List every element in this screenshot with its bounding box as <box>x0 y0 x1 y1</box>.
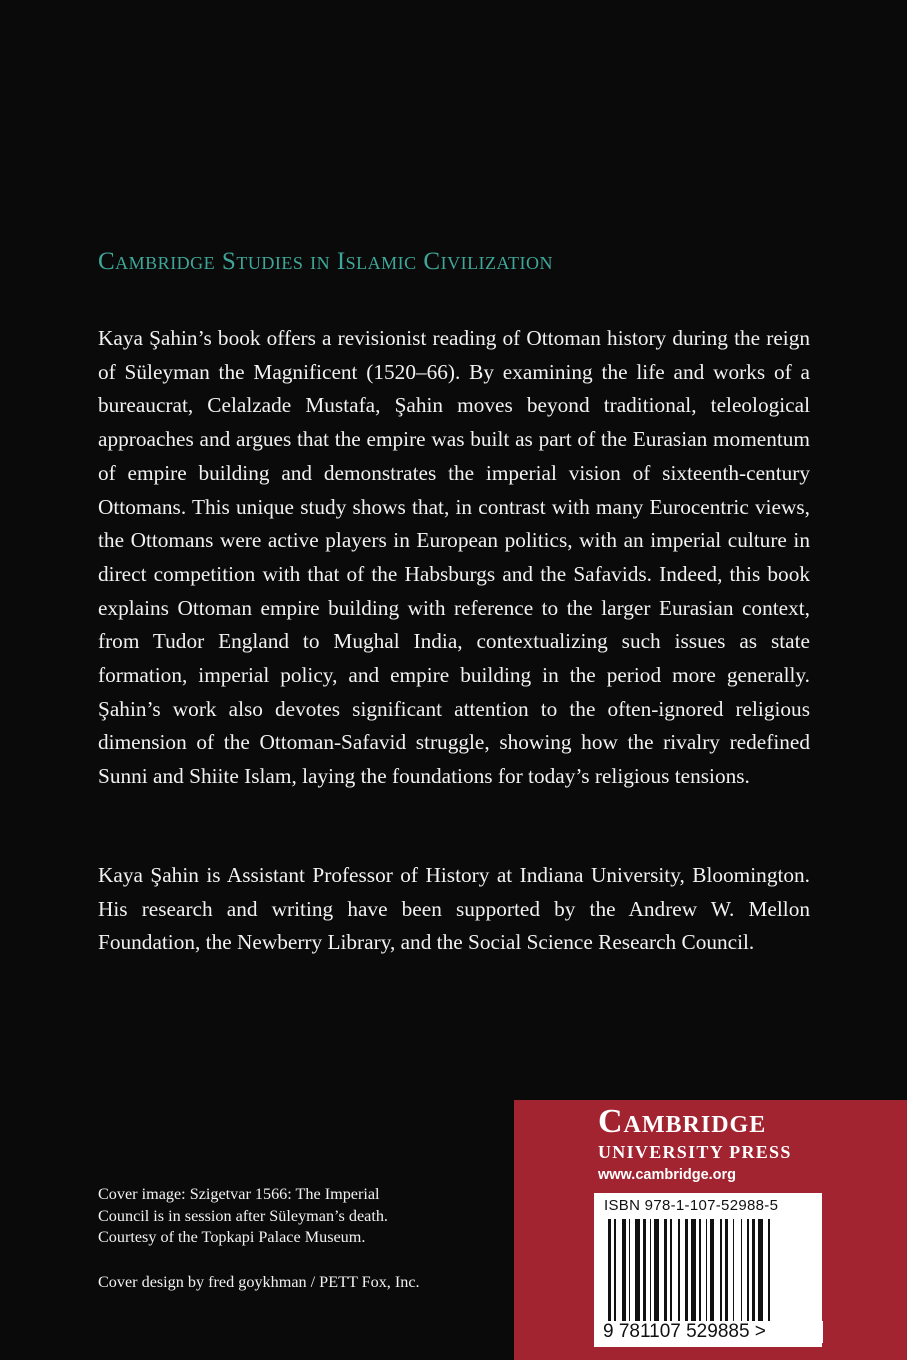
barcode-bar <box>635 1219 640 1329</box>
design-credit: Cover design by fred goykhman / PETT Fox, Inc. <box>98 1273 420 1291</box>
publisher-name: Cambridge <box>598 1103 767 1140</box>
barcode-panel <box>594 1193 822 1347</box>
cover-image-credit <box>98 1184 498 1249</box>
barcode-bar <box>670 1219 672 1329</box>
author-bio: Kaya Şahin is Assistant Professor of History at Indiana University, Bloomington. His research and writing have been supported by the Andrew W. Mellon Foundation, the Newberry Library, and the Social Science Research Council. <box>98 863 810 955</box>
publisher-url: www.cambridge.org <box>598 1167 737 1183</box>
barcode-bar <box>685 1219 688 1329</box>
barcode-bar <box>747 1219 749 1329</box>
publisher-block <box>514 1100 907 1360</box>
barcode-bar <box>691 1219 696 1329</box>
barcode-bar <box>758 1219 763 1329</box>
barcode-number: 9 781107 529885 > <box>600 1321 823 1343</box>
barcode-bar <box>768 1219 770 1329</box>
barcode-bar <box>643 1219 646 1329</box>
credit-line: Cover image: Szigetvar 1566: The Imperial <box>98 1185 380 1203</box>
barcode-bar <box>629 1219 631 1329</box>
barcode-bar <box>706 1219 708 1329</box>
barcode-bar <box>614 1219 616 1329</box>
barcode-bar <box>678 1219 680 1329</box>
series-title: Cambridge Studies in Islamic Civilization <box>98 248 554 275</box>
barcode-bar <box>650 1219 652 1329</box>
barcode-bar <box>699 1219 701 1329</box>
barcode-bar <box>733 1219 735 1329</box>
barcode-icon <box>608 1219 813 1329</box>
barcode-bar <box>664 1219 667 1329</box>
barcode-bar <box>741 1219 743 1329</box>
credit-line: Council is in session after Süleyman’s death. <box>98 1206 388 1225</box>
credit-line: Courtesy of the Topkapi Palace Museum. <box>98 1228 366 1246</box>
barcode-bar <box>710 1219 713 1329</box>
barcode-bar <box>720 1219 722 1329</box>
barcode-bar <box>654 1219 659 1329</box>
barcode-bar <box>752 1219 755 1329</box>
barcode-bar <box>622 1219 625 1329</box>
book-description: Kaya Şahin’s book offers a revisionist reading of Ottoman history during the reign of Süleyman the Magnificent (1520–66). By examining the life and works of a bureaucrat, Celalzade Mustafa, Şahin moves beyond traditional, teleological approaches and argues that the empire was built as part of the Eurasian momentum of empire building and demonstrates the imperial vision of sixteenth-century Ottomans. This unique study shows that, in contrast with many Eurocentric views, the Ottomans were active players in European politics, with an imperial culture in direct competition with that of the Habsburgs and the Safavids. Indeed, this book explains Ottoman empire building with reference to the larger Eurasian context, from Tudor England to Mughal India, contextualizing such issues as state formation, imperial policy, and empire building in the period more generally. Şahin’s work also devotes significant attention to the often-ignored religious dimension of the Ottoman-Safavid struggle, showing how the rivalry redefined Sunni and Shiite Islam, laying the foundations for today’s religious tensions. <box>98 326 810 789</box>
publisher-subtitle: UNIVERSITY PRESS <box>598 1142 792 1162</box>
isbn-label: ISBN 978-1-107-52988-5 <box>604 1197 779 1214</box>
barcode-bar <box>725 1219 728 1329</box>
barcode-bar <box>608 1219 611 1329</box>
